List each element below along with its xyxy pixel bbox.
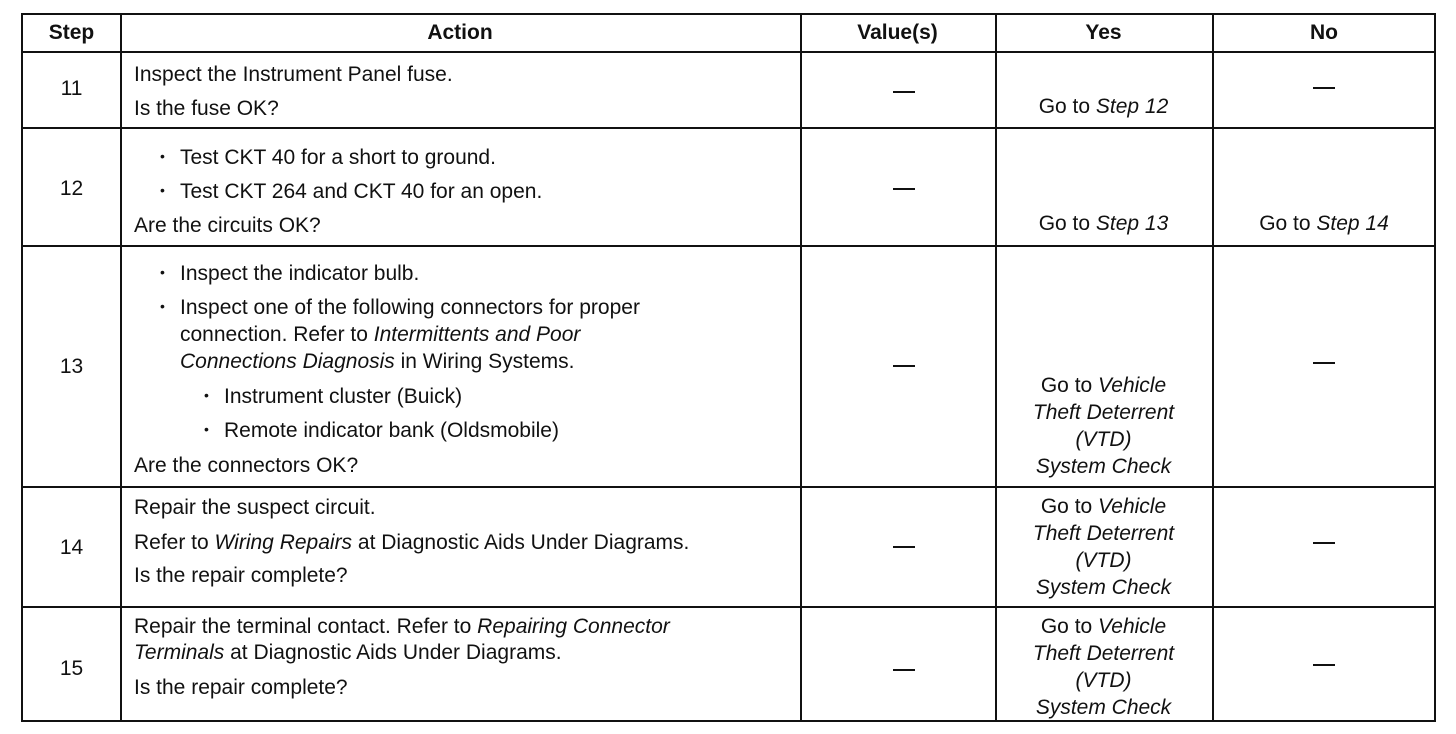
value-dash <box>893 669 915 671</box>
bullet-icon: • <box>160 182 165 198</box>
action-text: Terminals at Diagnostic Aids Under Diagrams. <box>134 641 562 664</box>
action-text: Refer to Wiring Repairs at Diagnostic Aids Under Diagrams. <box>134 531 690 554</box>
yes-action: Go to Vehicle Theft Deterrent (VTD) System Check <box>1032 495 1175 599</box>
action-question: Is the repair complete? <box>134 676 348 699</box>
action-bullet-cont: connection. Refer to Intermittents and Poor <box>180 323 581 346</box>
yes-action: Go to Step 12 <box>1038 95 1169 118</box>
step-number: 13 <box>59 355 84 378</box>
no-dash <box>1313 664 1335 666</box>
column-divider <box>800 15 802 720</box>
action-question: Is the fuse OK? <box>134 97 279 120</box>
bullet-icon: • <box>204 421 209 437</box>
action-bullet: Test CKT 40 for a short to ground. <box>180 146 496 169</box>
yes-action: Go to Step 13 <box>1038 212 1169 235</box>
row-divider <box>23 245 1434 247</box>
action-text: Repair the suspect circuit. <box>134 496 376 519</box>
header-step: Step <box>48 21 95 44</box>
yes-action: Go to Vehicle Theft Deterrent (VTD) System Check <box>1032 615 1175 719</box>
action-question: Are the connectors OK? <box>134 454 359 477</box>
action-text: Inspect the Instrument Panel fuse. <box>134 63 453 86</box>
value-dash <box>893 188 915 190</box>
header-action: Action <box>427 21 493 44</box>
column-divider <box>120 15 122 720</box>
action-bullet: Inspect the indicator bulb. <box>180 262 420 285</box>
row-divider <box>23 51 1434 53</box>
action-subbullet: Instrument cluster (Buick) <box>224 385 463 408</box>
diagnostic-table <box>21 13 1436 722</box>
header-values: Value(s) <box>857 21 938 44</box>
no-dash <box>1313 362 1335 364</box>
step-number: 11 <box>60 77 83 100</box>
step-number: 12 <box>59 177 84 200</box>
bullet-icon: • <box>160 264 165 280</box>
action-text: Repair the terminal contact. Refer to Repairing Connector <box>134 615 670 638</box>
bullet-icon: • <box>160 298 165 314</box>
yes-action: Go to Vehicle Theft Deterrent (VTD) System Check <box>1032 374 1175 478</box>
value-dash <box>893 91 915 93</box>
column-divider <box>1212 15 1214 720</box>
row-divider <box>23 606 1434 608</box>
header-no: No <box>1310 21 1338 44</box>
step-number: 15 <box>59 657 84 680</box>
action-bullet: Test CKT 264 and CKT 40 for an open. <box>180 180 543 203</box>
value-dash <box>893 546 915 548</box>
action-bullet-cont: Connections Diagnosis in Wiring Systems. <box>180 350 575 373</box>
value-dash <box>893 365 915 367</box>
bullet-icon: • <box>160 148 165 164</box>
no-dash <box>1313 542 1335 544</box>
action-bullet: Inspect one of the following connectors for proper <box>180 296 640 319</box>
row-divider <box>23 486 1434 488</box>
action-subbullet: Remote indicator bank (Oldsmobile) <box>224 419 559 442</box>
bullet-icon: • <box>204 387 209 403</box>
step-number: 14 <box>59 536 84 559</box>
no-action: Go to Step 14 <box>1259 212 1389 235</box>
action-question: Are the circuits OK? <box>134 214 321 237</box>
row-divider <box>23 127 1434 129</box>
no-dash <box>1313 87 1335 89</box>
action-question: Is the repair complete? <box>134 564 348 587</box>
header-yes: Yes <box>1085 21 1122 44</box>
